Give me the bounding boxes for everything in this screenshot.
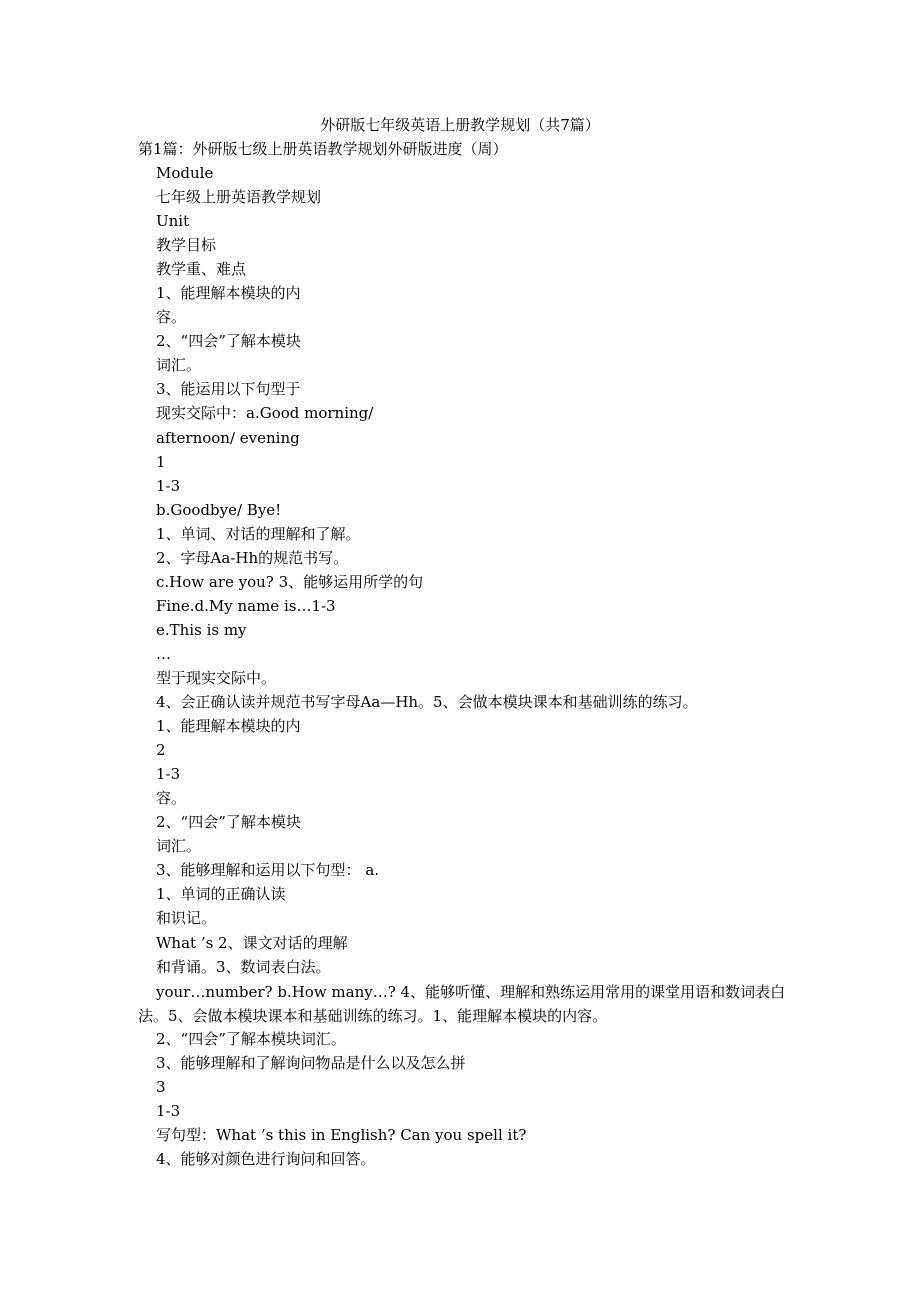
text-line: What ’s 2、课文对话的理解 — [156, 933, 348, 952]
text-line: e.This is my — [156, 620, 247, 639]
wrapped-paragraph: your…number? b.How many…? 4、能够听懂、理解和熟练运用常用的课堂用语和数词表白法。5、会做本模块课本和基础训练的练习。1、能理解本模块的内容。 — [138, 983, 786, 1025]
text-line: Fine.d.My name is…1-3 — [156, 596, 336, 615]
text-line: 1-3 — [156, 1102, 181, 1121]
text-line: 4、能够对颜色进行询问和回答。 — [156, 1150, 376, 1169]
text-line: Module — [156, 164, 214, 182]
text-line: 写句型：What ’s this in English? Can you spell it? — [156, 1126, 527, 1145]
text-line: 2、“四会”了解本模块 — [156, 813, 301, 832]
section-heading: 第1篇：外研版七级上册英语教学规划外研版进度（周） — [138, 140, 508, 158]
text-line: 词汇。 — [156, 356, 202, 375]
text-line: 1、单词、对话的理解和了解。 — [156, 524, 361, 543]
text-line: … — [156, 644, 171, 663]
text-line: c.How are you? 3、能够运用所学的句 — [156, 572, 424, 591]
text-line: 现实交际中：a.Good morning/ — [156, 404, 374, 423]
text-line: 1、能理解本模块的内 — [156, 717, 301, 736]
text-line: 3、能够理解和了解询问物品是什么以及怎么拼 — [156, 1054, 466, 1073]
text-line: 1-3 — [156, 765, 181, 784]
text-line: 和识记。 — [156, 909, 217, 928]
text-line: Unit — [156, 212, 190, 231]
text-line: 3、能够理解和运用以下句型： a. — [156, 861, 380, 880]
text-line: 3、能运用以下句型于 — [156, 380, 301, 399]
text-line: 4、会正确认读并规范书写字母Aa—Hh。5、会做本模块课本和基础训练的练习。 — [156, 693, 698, 712]
text-line: 2、字母Aa-Hh的规范书写。 — [156, 548, 349, 567]
document-title: 外研版七年级英语上册教学规划（共7篇） — [320, 116, 600, 134]
text-line: afternoon/ evening — [156, 428, 300, 447]
text-line: 容。 — [156, 789, 187, 808]
text-line: 教学目标 — [156, 236, 217, 255]
text-line: 七年级上册英语教学规划 — [156, 188, 322, 207]
text-line: 1、单词的正确认读 — [156, 885, 286, 904]
text-line: 容。 — [156, 308, 187, 327]
text-line: 1-3 — [156, 476, 181, 495]
text-line: 3 — [156, 1078, 166, 1097]
text-line: b.Goodbye/ Bye! — [156, 500, 282, 519]
text-line: 词汇。 — [156, 837, 202, 856]
text-line: 1 — [156, 452, 166, 471]
body-lines — [156, 162, 796, 980]
text-line: 型于现实交际中。 — [156, 668, 277, 687]
text-line: 2 — [156, 741, 166, 760]
text-line: 2、“四会”了解本模块 — [156, 332, 301, 351]
text-line: 2、“四会”了解本模块词汇。 — [156, 1030, 346, 1048]
text-line: 教学重、难点 — [156, 260, 247, 279]
text-line: 和背诵。3、数词表白法。 — [156, 957, 331, 976]
text-line: 1、能理解本模块的内 — [156, 284, 301, 303]
body-lines-after — [156, 1028, 796, 1173]
